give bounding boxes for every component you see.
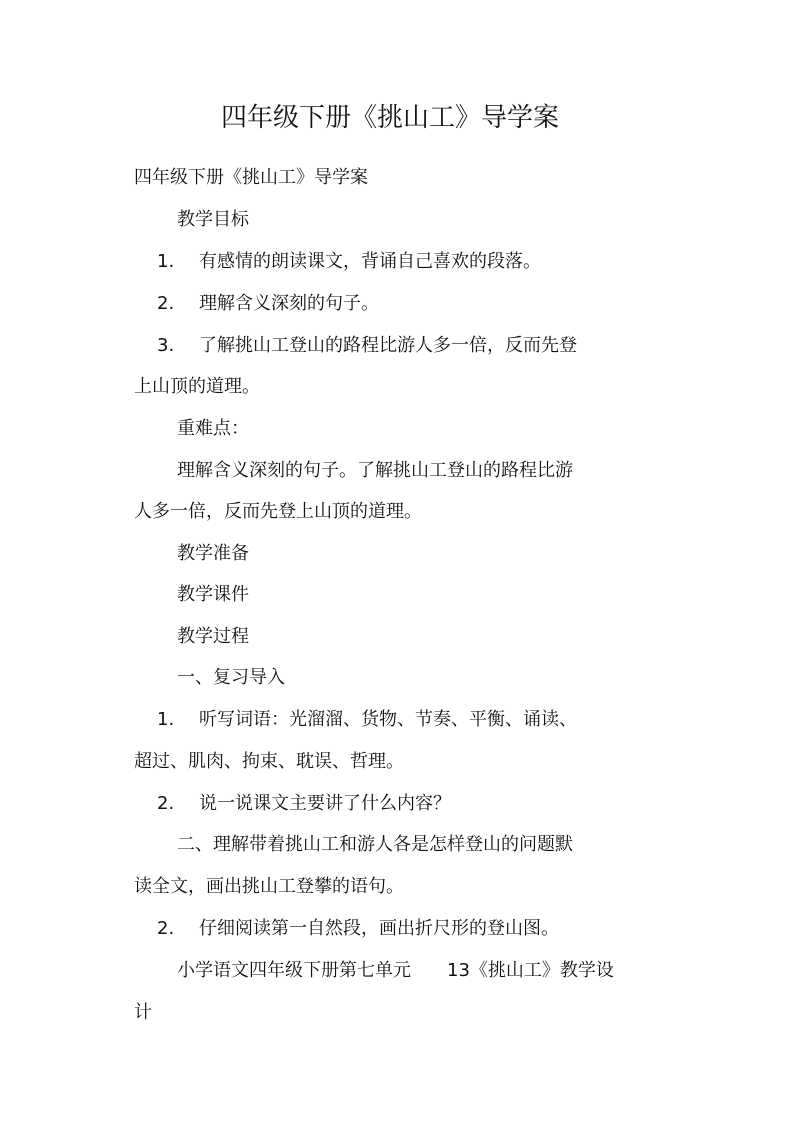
document-title: 四年级下册《挑山工》导学案 — [220, 103, 559, 133]
prep-item: 教学课件 — [177, 584, 249, 605]
key-points-line-1: 理解含义深刻的句子。了解挑山工登山的路程比游 — [177, 460, 573, 481]
section-2-line-2: 读全文，画出挑山工登攀的语句。 — [134, 876, 404, 897]
objectives-heading: 教学目标 — [177, 209, 249, 230]
objective-number: 3. — [157, 335, 175, 356]
objective-item-2 — [157, 291, 379, 317]
key-points-line-2: 人多一倍，反而先登上山顶的道理。 — [134, 501, 422, 522]
item-text: 仔细阅读第一自然段，画出折尺形的登山图。 — [199, 918, 559, 939]
footer-line-2: 计 — [134, 1002, 152, 1023]
objective-item-1 — [157, 249, 541, 275]
section-2-line-1: 二、理解带着挑山工和游人各是怎样登山的问题默 — [177, 834, 573, 855]
item-number: 2. — [157, 793, 175, 814]
section-1-item-2 — [157, 791, 451, 817]
objective-item-3 — [157, 333, 577, 359]
objective-number: 1. — [157, 251, 175, 272]
section-1-heading: 一、复习导入 — [177, 667, 285, 688]
objective-number: 2. — [157, 293, 175, 314]
objective-item-3-continuation: 上山顶的道理。 — [134, 376, 260, 397]
objective-text: 了解挑山工登山的路程比游人多一倍，反而先登 — [199, 335, 577, 356]
item-number: 1. — [157, 709, 175, 730]
section-1-item-1 — [157, 707, 577, 733]
process-heading: 教学过程 — [177, 626, 249, 647]
item-text: 说一说课文主要讲了什么内容？ — [199, 793, 451, 814]
footer-lesson-text: 13《挑山工》教学设 — [447, 960, 614, 981]
objective-text: 理解含义深刻的句子。 — [199, 293, 379, 314]
item-text: 听写词语：光溜溜、货物、节奏、平衡、诵读、 — [199, 709, 577, 730]
footer-unit-text: 小学语文四年级下册第七单元 — [177, 960, 411, 981]
prep-heading: 教学准备 — [177, 543, 249, 564]
section-1-item-1-continuation: 超过、肌肉、拘束、耽误、哲理。 — [134, 751, 404, 772]
footer-line-1 — [177, 958, 614, 984]
document-heading: 四年级下册《挑山工》导学案 — [134, 167, 368, 188]
objective-text: 有感情的朗读课文，背诵自己喜欢的段落。 — [199, 251, 541, 272]
item-number: 2. — [157, 918, 175, 939]
key-points-heading: 重难点： — [177, 418, 249, 439]
section-2-item-2 — [157, 916, 559, 942]
